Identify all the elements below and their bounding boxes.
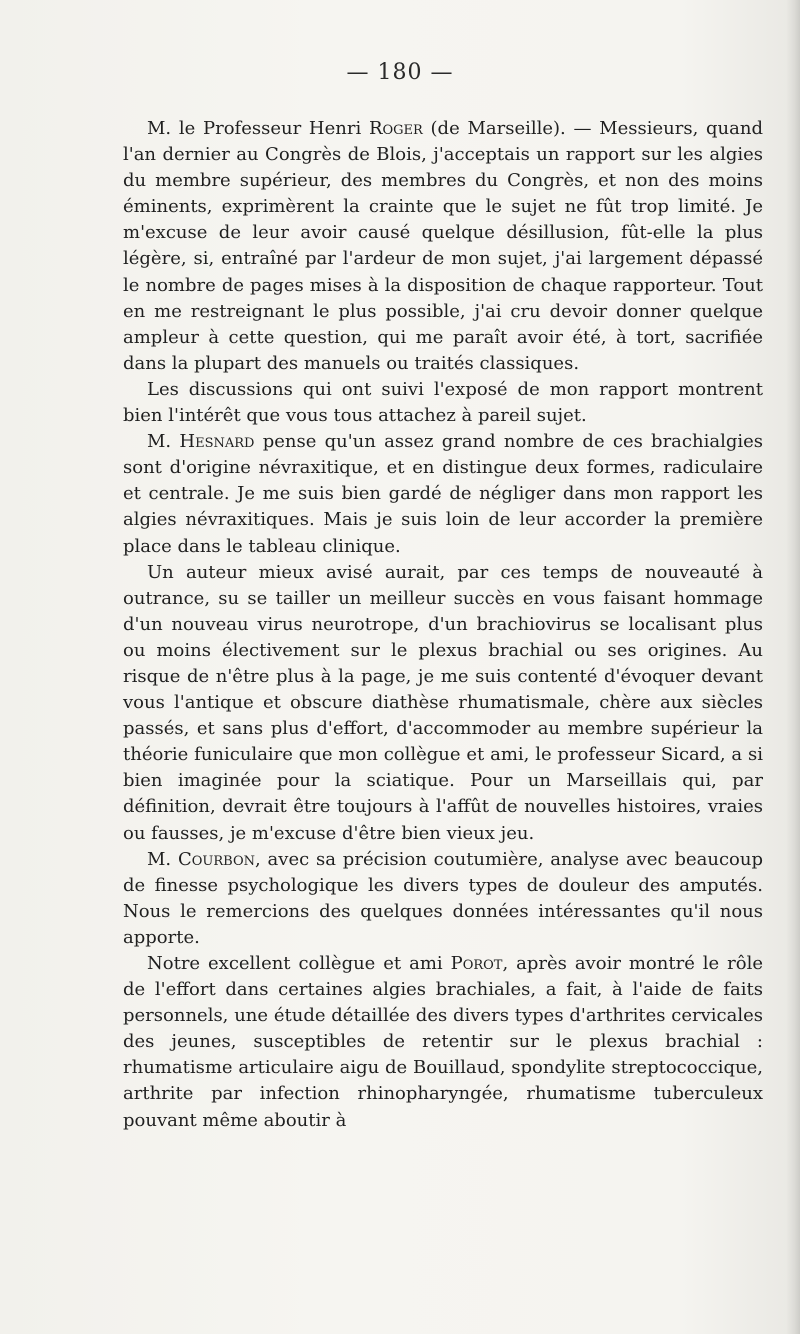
page-edge-shadow [786,0,800,1334]
paragraph-6 [123,951,763,1134]
paragraph-text: M. le Professeur Henri [147,118,369,139]
paragraph-5 [123,847,763,951]
paragraph-text: , après avoir montré le rôle de l'effort dans certaines algies brachiales, a fait, à l'aide de faits personnels, une étude détaillée des divers types d'arthrites cervicales des jeunes, susceptibles de retentir sur le plexus brachial : rhumatisme articulaire aigu de Bouillaud, spondylite streptococcique, arthrite par infection rhinopharyngée, rhumatisme tuberculeux pouvant même aboutir à [123,953,763,1131]
paragraph-2 [123,377,763,429]
speaker-name: Porot [450,953,503,974]
paragraph-text: M. [147,431,180,453]
speaker-name: Courbon [177,848,255,870]
paragraph-text: Notre excellent collègue et ami [147,953,451,974]
paragraph-1 [123,116,763,377]
paragraph-text: Un auteur mieux avisé aurait, par ces temps de nouveauté à outrance, su se tailler un meilleur succès en vous faisant hommage d'un nouveau virus neurotrope, d'un brachiovirus se localisant plus ou moins électivement sur le plexus brachial ou ses origines. Au risque de n'être plus à la page, je me suis contenté d'évoquer devant vous l'antique et obscure diathèse rhumatismale, chère aux siècles passés, et sans plus d'effort, d'accommoder au membre supérieur la théorie funiculaire que mon collègue et ami, le professeur Sicard, a si bien imaginée pour la sciatique. Pour un Marseillais qui, par définition, devrait être toujours à l'affût de nouvelles histoires, vraies ou fausses, je m'excuse d'être bien vieux jeu. [123,561,763,844]
paragraph-text: Les discussions qui ont suivi l'exposé de mon rapport montrent bien l'intérêt que vous tous attachez à pareil sujet. [123,378,763,427]
paragraph-text: , avec sa précision coutumière, analyse avec beaucoup de finesse psychologique les divers types de douleur des amputés. Nous le remercions des quelques données intéressantes qu'il nous apporte. [123,848,763,948]
speaker-name: Roger [368,118,423,139]
body-text [123,116,763,1134]
paragraph-4 [123,560,763,847]
paragraph-text: M. [147,848,178,870]
paragraph-text: (de Marseille). — Messieurs, quand l'an dernier au Congrès de Blois, j'acceptais un rapport sur les algies du membre supérieur, des membres du Congrès, et non des moins éminents, exprimèrent la crainte que le sujet ne fût trop limité. Je m'excuse de leur avoir causé quelque désillusion, fût-elle la plus légère, si, entraîné par l'ardeur de mon sujet, j'ai largement dépassé le nombre de pages mises à la disposition de chaque rapporteur. Tout en me restreignant le plus possible, j'ai cru devoir donner quelque ampleur à cette question, qui me paraît avoir été, à tort, sacrifiée dans la plupart des manuels ou traités classiques. [123,118,764,374]
paragraph-text: pense qu'un assez grand nombre de ces brachialgies sont d'origine névraxitique, et en distingue deux formes, radiculaire et centrale. Je me suis bien gardé de négliger dans mon rapport les algies névraxitiques. Mais je suis loin de leur accorder la première place dans le tableau clinique. [123,431,764,557]
speaker-name: Hesnard [179,431,255,453]
paragraph-3 [123,429,763,559]
page-number: — 180 — [346,60,454,85]
